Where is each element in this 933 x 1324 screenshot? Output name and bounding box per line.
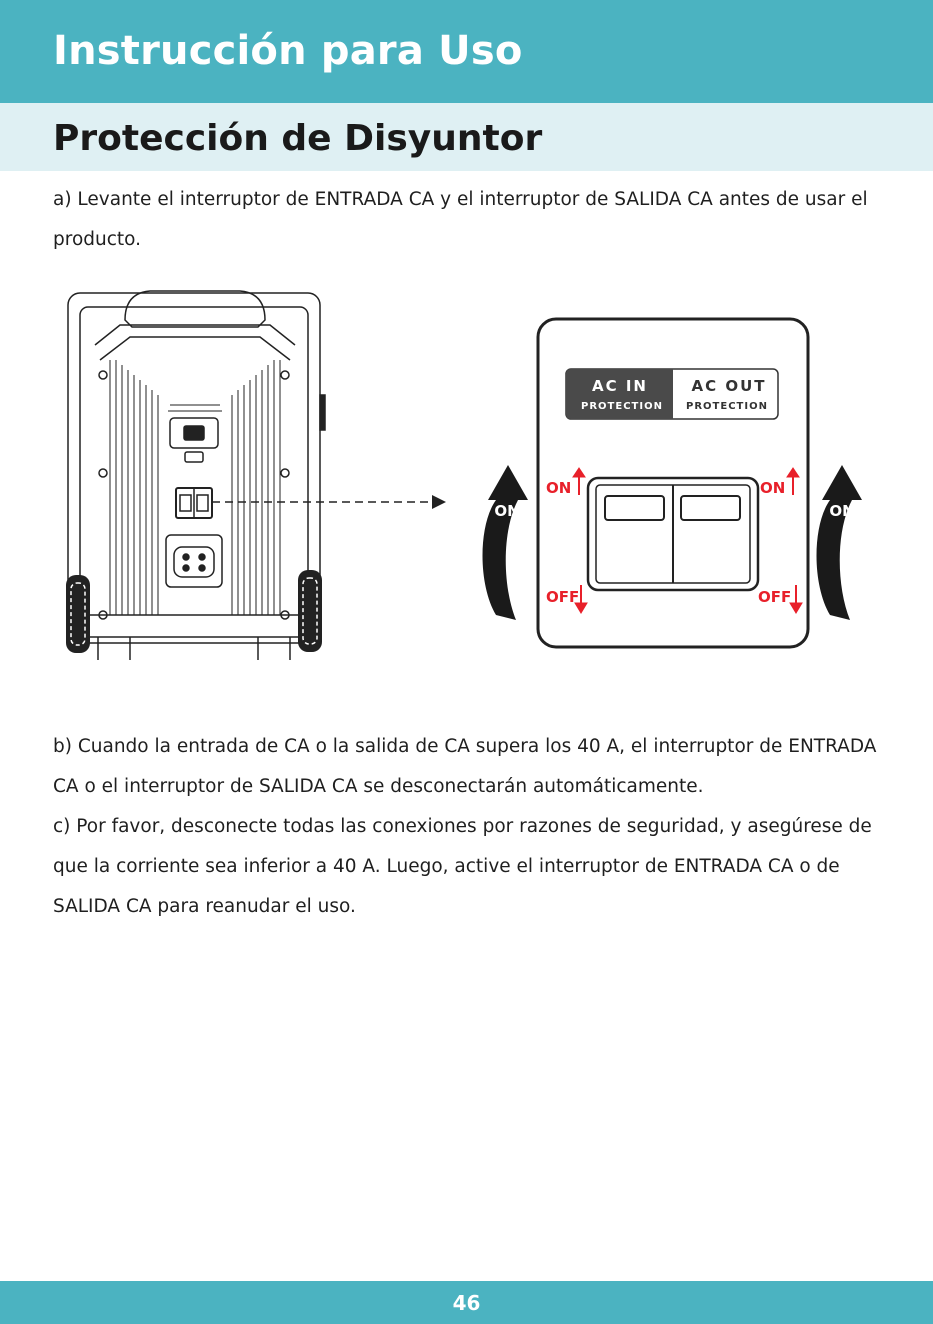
ac-out-sub: PROTECTION [686, 401, 768, 412]
wheel-right [298, 570, 322, 652]
page-number: 46 [452, 1291, 481, 1315]
step-c-text: c) Por favor, desconecte todas las conexiones por razones de seguridad, y asegúrese de que la corriente sea inferior a 40 A. Luego, active el interruptor de ENTRADA CA o de SALIDA CA para reanudar el uso. [53, 816, 872, 917]
on-label-left-red: ON [546, 479, 572, 497]
wheel-left [66, 575, 90, 653]
curved-arrow-left [483, 465, 529, 620]
ac-in-sub: PROTECTION [581, 401, 663, 412]
power-station-rear-view [68, 291, 325, 660]
ac-out-label: AC OUT [691, 377, 767, 395]
page-header-title: Instrucción para Uso [53, 28, 523, 74]
step-a-text: a) Levante el interruptor de ENTRADA CA y el interruptor de SALIDA CA antes de usar el producto. [53, 189, 868, 250]
on-label-right-red: ON [760, 479, 786, 497]
on-label-right-arrow: ON [829, 502, 855, 520]
off-label-right-red: OFF [758, 588, 792, 606]
curved-arrow-right [817, 465, 863, 620]
steps-b-c [53, 727, 883, 927]
off-label-left-red: OFF [546, 588, 580, 606]
section-title: Protección de Disyuntor [53, 118, 543, 159]
breaker-illustration [40, 285, 920, 675]
on-label-left-arrow: ON [494, 502, 520, 520]
leader-arrow [212, 495, 446, 509]
step-b-text: b) Cuando la entrada de CA o la salida de CA supera los 40 A, el interruptor de ENTRADA CA o el interruptor de SALIDA CA se desconectarán automáticamente. [53, 736, 877, 797]
ac-in-label: AC IN [592, 377, 648, 395]
